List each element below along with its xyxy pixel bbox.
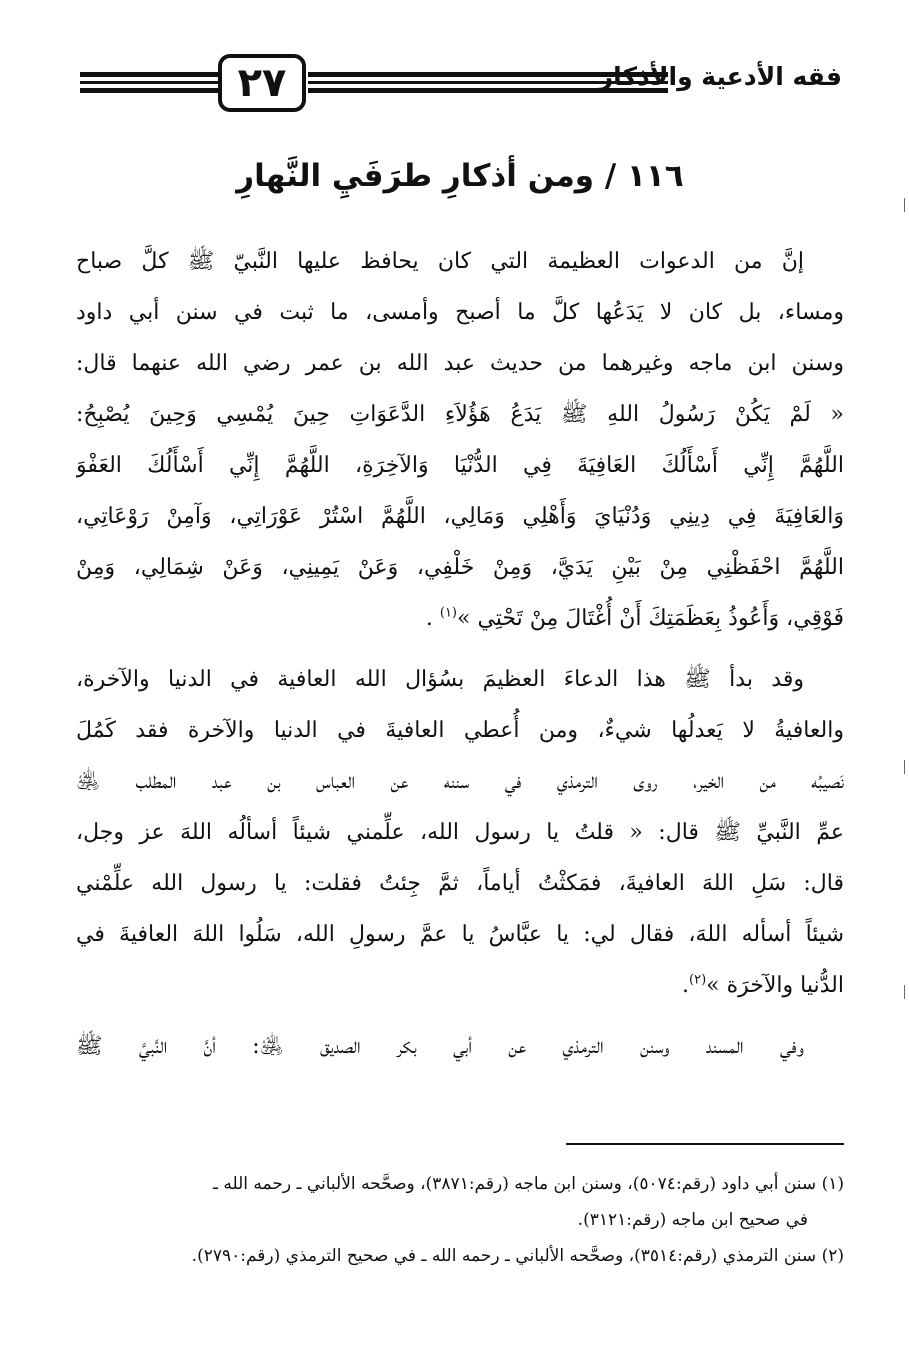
running-title: فقه الأدعية والأذكار: [598, 62, 842, 91]
footnote-1-line-1: (١) سنن أبي داود (رقم:٥٠٧٤)، وسنن ابن ماجه (رقم:٣٨٧١)، وصحَّحه الألباني ـ رحمه الله ـ: [212, 1174, 844, 1194]
body-line-8-text: فَوْقِي، وَأَعُوذُ بِعَظَمَتِكَ أَنْ أُغْتَالَ مِنْ تَحْتِي »: [457, 606, 844, 631]
header-rule-left-top: [80, 72, 220, 77]
footnote-ref-1[interactable]: (١): [439, 605, 457, 621]
header-rule-left-middle: [80, 81, 220, 84]
body-line-5: اللَّهُمَّ إِنِّي أَسْأَلُكَ العَافِيَةَ فِي الدُّنْيَا وَالآخِرَةِ، اللَّهُمَّ إِنِّي أَسْأَلُكَ العَفْوَ: [76, 453, 844, 478]
body-line-2: ومساء، بل كان لا يَدَعُها كلَّ ما أصبح وأمسى، ما ثبت في سنن أبي داود: [76, 300, 844, 325]
body-line-3: وسنن ابن ماجه وغيرهما من حديث عبد الله بن عمر رضي الله عنهما قال:: [76, 351, 844, 376]
page-number-box: [218, 54, 306, 112]
body-line-15-text: الدُّنيا والآخرَة »: [706, 973, 844, 998]
body-line-14: شيئاً أسأله اللهَ، فقال لي: يا عبَّاسُ يا عمَّ رسولِ الله، سَلُوا اللهَ العافيةَ في: [76, 922, 844, 947]
section-title: ١١٦ / ومن أذكارِ طرَفَيِ النَّهارِ: [236, 158, 684, 194]
header-rule-left-bottom: [80, 88, 220, 93]
body-text: [76, 236, 844, 1072]
footnote-separator: [566, 1143, 844, 1145]
scan-edge-mark: [904, 760, 905, 774]
scan-edge-mark: [904, 198, 905, 212]
body-line-4: « لَمْ يَكُنْ رَسُولُ اللهِ ﷺ يَدَعُ هَؤُلاَءِ الدَّعَوَاتِ حِينَ يُمْسِي وَحِينَ يُصْبِحُ:: [76, 402, 844, 427]
body-line-6: وَالعَافِيَةَ فِي دِينِي وَدُنْيَايَ وَأَهْلِي وَمَالِي، اللَّهُمَّ اسْتُرْ عَوْرَاتِي، وَآمِنْ رَوْعَاتِي،: [76, 504, 844, 529]
body-line-11: نَصيبُه من الخير، روى الترمذي في سننه عن العباس بن عبد المطلب ﵁: [76, 769, 844, 794]
body-line-7: اللَّهُمَّ احْفَظْنِي مِنْ بَيْنِ يَدَيَّ، وَمِنْ خَلْفِي، وَعَنْ يَمِينِي، وَعَنْ شِمَالِي، وَمِنْ: [76, 555, 844, 580]
footnotes: [76, 1166, 844, 1274]
body-line-10: والعافيةُ لا يَعدلُها شيءٌ، ومن أُعطي العافيةَ في الدنيا والآخرة فقد كَمُلَ: [76, 718, 844, 743]
page-number: ٢٧: [237, 60, 287, 106]
page-header: [68, 50, 840, 130]
body-line-12: عمِّ النَّبيِّ ﷺ قال: « قلتُ يا رسول الله، علِّمني شيئاً أسألُه اللهَ عز وجل،: [76, 820, 844, 845]
footnote-ref-2[interactable]: (٢): [689, 972, 707, 988]
body-line-1: إنَّ من الدعوات العظيمة التي كان يحافظ عليها النَّبيّ ﷺ كلَّ صباح: [76, 249, 804, 274]
footnote-2: (٢) سنن الترمذي (رقم:٣٥١٤)، وصحَّحه الألباني ـ رحمه الله ـ في صحيح الترمذي (رقم:٢٧٩٠).: [191, 1246, 844, 1266]
scan-edge-mark: [904, 985, 905, 999]
body-line-8: فَوْقِي، وَأَعُوذُ بِعَظَمَتِكَ أَنْ أُغْتَالَ مِنْ تَحْتِي »$^{(١)}$ .: [425, 605, 844, 631]
body-line-15: الدُّنيا والآخرَة »$^{(٢)}$.: [682, 972, 844, 998]
body-line-9: وقد بدأ ﷺ هذا الدعاءَ العظيمَ بسُؤال الله العافية في الدنيا والآخرة،: [76, 667, 804, 692]
footnote-1-line-2: في صحيح ابن ماجه (رقم:٣١٢١).: [577, 1210, 808, 1230]
body-line-16: وفي المسند وسنن الترمذي عن أبي بكر الصديق ﵁: أنَّ النَّبيَّ ﷺ: [76, 1034, 804, 1059]
body-line-13: قال: سَلِ اللهَ العافيةَ، فمَكثْتُ أياماً، ثمَّ جِئتُ فقلت: يا رسول الله علِّمْني: [76, 871, 844, 896]
